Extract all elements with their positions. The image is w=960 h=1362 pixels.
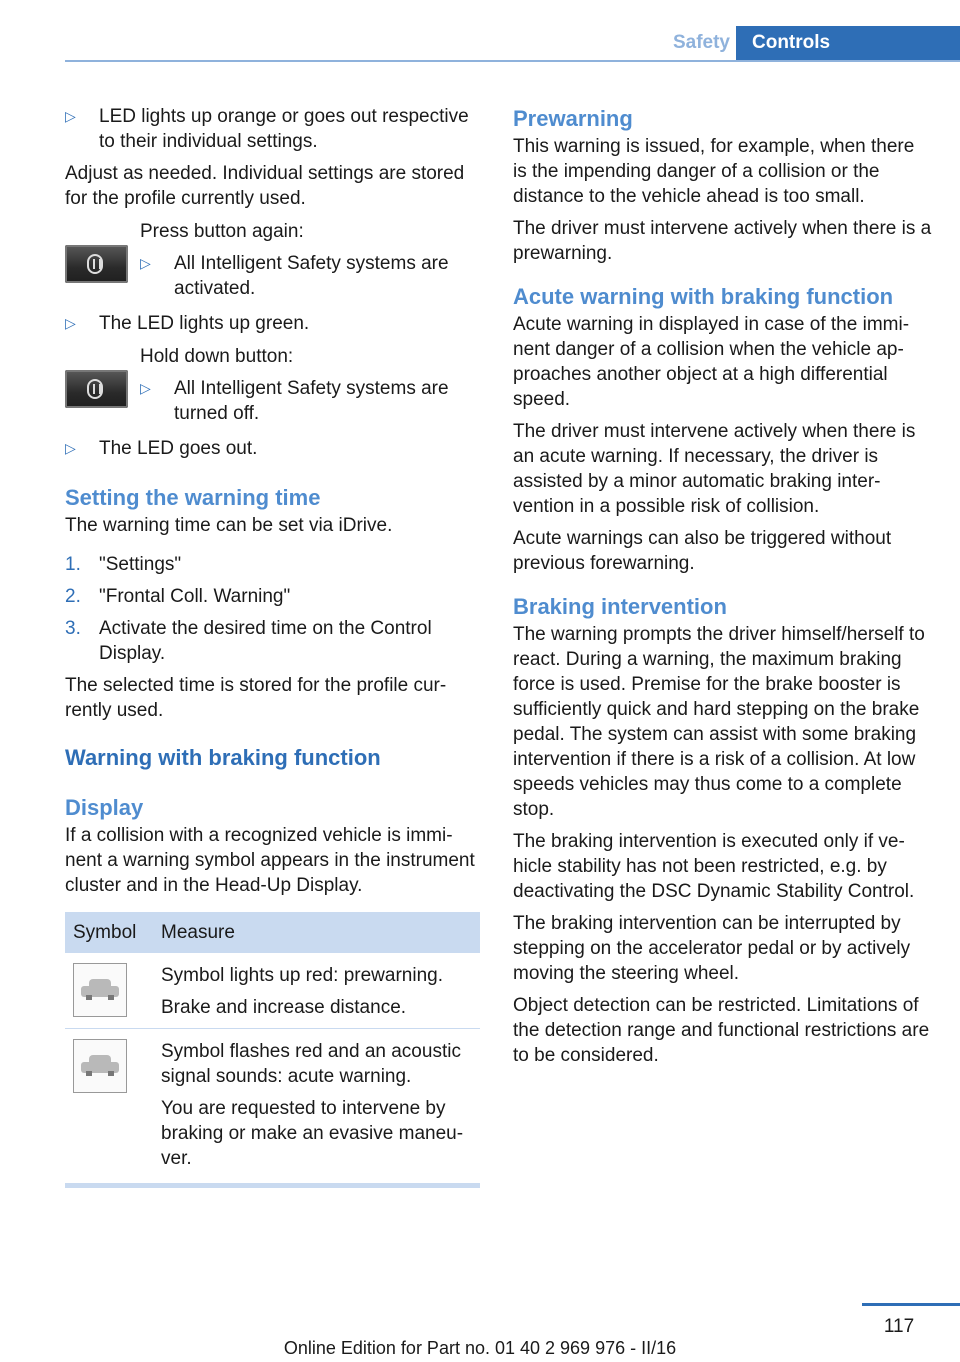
- prewarning-text: This warning is issued, for example, when there is the impending danger of a collision or the distance to the vehicle ahead is too small.: [513, 136, 915, 207]
- acute-text-3: Acute warnings can also be triggered without previous forewarning.: [513, 528, 892, 574]
- acute-text-1: Acute warning in displayed in case of the imminent danger of a collision when the vehicle approaches another object at a high differential speed.: [513, 314, 910, 410]
- header-section-label: Safety: [672, 32, 730, 53]
- safety-button-icon: [65, 370, 128, 408]
- braking-intervention-heading: Braking intervention: [513, 594, 727, 619]
- bullet-triangle-icon: ▷: [65, 108, 76, 124]
- bullet-triangle-icon: ▷: [140, 255, 151, 271]
- page-number: 117: [883, 1316, 915, 1337]
- press-again-block: [65, 219, 480, 311]
- step-item: 2. "Frontal Coll. Warning": [65, 586, 291, 607]
- hold-down-label: Hold down button:: [140, 346, 294, 367]
- table-row: [65, 953, 480, 1029]
- step-item: 3. Activate the desired time on the Control Display.: [65, 618, 432, 664]
- car-warning-icon: [73, 963, 127, 1017]
- warning-time-heading: Setting the warning time: [65, 485, 321, 510]
- bullet-triangle-icon: ▷: [65, 440, 76, 456]
- adjust-text: Adjust as needed. Individual settings are stored for the profile currently used.: [65, 163, 465, 209]
- braking-text-4: Object detection can be restricted. Limitations of the detection range and functional restrictions are to be considered.: [513, 995, 930, 1066]
- warning-time-text: The warning time can be set via iDrive.: [65, 515, 393, 536]
- bullet-led-orange: ▷ LED lights up orange or goes out respective to their individual settings.: [65, 106, 469, 152]
- selected-time-text: The selected time is stored for the profile currently used.: [65, 675, 447, 721]
- edition-footer: Online Edition for Part no. 01 40 2 969 976 - II/16: [283, 1338, 677, 1358]
- display-text: If a collision with a recognized vehicle is imminent a warning symbol appears in the instrument cluster and in the Head-Up Display.: [65, 825, 475, 896]
- header-rule: [65, 60, 960, 62]
- footer-rule: [862, 1303, 960, 1306]
- braking-text-2: The braking intervention is executed only if vehicle stability has not been restricted, e.g. by deactivating the DSC Dynamic Stability Control.: [513, 831, 915, 902]
- step-item: 1. "Settings": [65, 554, 182, 575]
- row1-measure: Symbol lights up red: prewarning.: [161, 965, 443, 986]
- table-header-symbol: Symbol: [65, 912, 153, 953]
- row2-measure: Symbol flashes red and an acoustic signal sounds: acute warning.: [161, 1041, 461, 1087]
- left-column: [65, 104, 480, 1188]
- car-warning-icon: [73, 1039, 127, 1093]
- braking-function-heading: Warning with braking function: [65, 745, 381, 770]
- braking-text-3: The braking intervention can be interrupted by stepping on the accelerator pedal or by actively moving the steering wheel.: [513, 913, 911, 984]
- press-again-label: Press button again:: [140, 221, 304, 242]
- bullet-triangle-icon: ▷: [65, 315, 76, 331]
- hold-down-bullet: ▷ All Intelligent Safety systems are turned off.: [140, 378, 449, 424]
- display-heading: Display: [65, 795, 144, 820]
- row2-measure-detail: You are requested to intervene by braking or make an evasive maneuver.: [161, 1098, 464, 1169]
- braking-text-1: The warning prompts the driver himself/herself to react. During a warning, the maximum braking force is used. Premise for the brake booster is sufficiently quick and hard stepping on the brake pedal. The system can assist with some braking intervention if there is a risk of a collision. At low speeds vehicles may thus come to a complete stop.: [513, 624, 925, 820]
- row1-measure-detail: Brake and increase distance.: [161, 997, 407, 1018]
- hold-down-block: [65, 344, 480, 436]
- safety-button-icon: [65, 245, 128, 283]
- acute-text-2: The driver must intervene actively when there is an acute warning. If necessary, the driver is assisted by a minor automatic braking intervention in a possible risk of collision.: [513, 421, 916, 517]
- table-row: [65, 1029, 480, 1186]
- acute-warning-heading: Acute warning with braking function: [513, 284, 894, 309]
- prewarning-heading: Prewarning: [513, 106, 633, 131]
- symbol-table: [65, 912, 480, 1188]
- table-header-measure: Measure: [153, 912, 480, 953]
- bullet-led-out: ▷ The LED goes out.: [65, 438, 258, 459]
- bullet-triangle-icon: ▷: [140, 380, 151, 396]
- right-column: [513, 104, 933, 1075]
- press-again-bullet: ▷ All Intelligent Safety systems are activated.: [140, 253, 449, 299]
- bullet-led-green: ▷ The LED lights up green.: [65, 313, 310, 334]
- prewarning-driver-text: The driver must intervene actively when there is a prewarning.: [513, 218, 932, 264]
- header-chapter-tab: Controls: [736, 26, 960, 62]
